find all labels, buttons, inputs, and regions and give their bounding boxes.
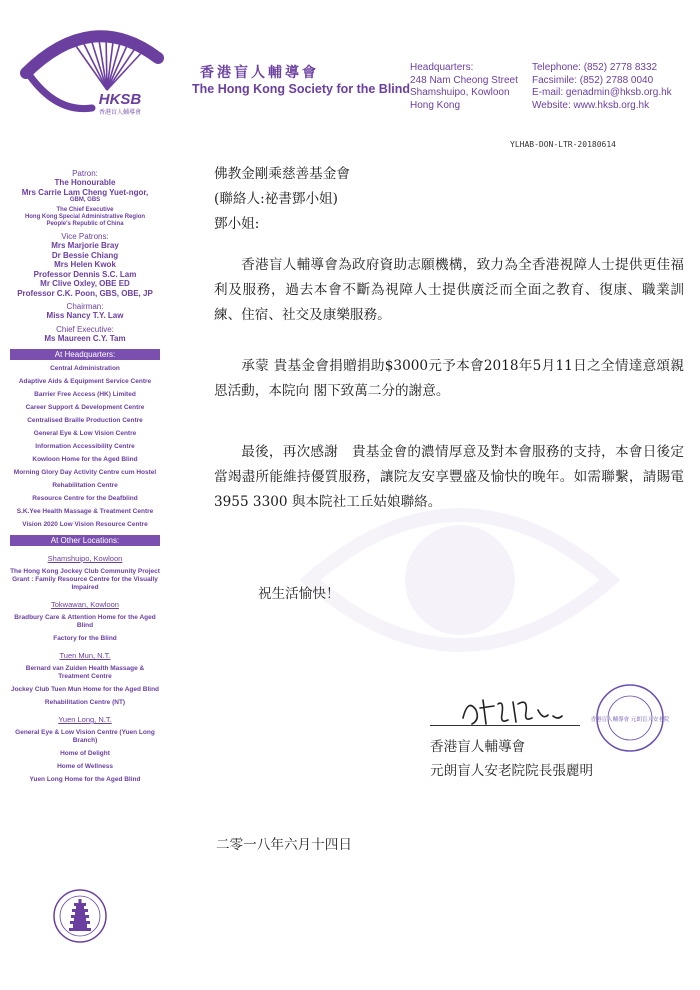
patron-title: People's Republic of China bbox=[46, 221, 124, 227]
pagoda-emblem-icon bbox=[52, 888, 108, 944]
location-heading: Yuen Long, N.T. bbox=[58, 715, 112, 724]
letter-date: 二零一八年六月十四日 bbox=[216, 837, 352, 853]
vice-patron: Dr Bessie Chiang bbox=[51, 250, 119, 260]
vice-patron: Mrs Marjorie Bray bbox=[51, 241, 119, 250]
location-service: General Eye & Low Vision Centre (Yuen Long Branch) bbox=[15, 729, 155, 744]
recipient-contact: (聯絡人:祕書鄧小姐) bbox=[214, 191, 338, 207]
patron-honours: GBM, GBS bbox=[69, 197, 101, 203]
vice-patrons-label: Vice Patrons: bbox=[61, 232, 109, 241]
location-heading: Shamshuipo, Kowloon bbox=[47, 554, 123, 563]
hq-service: S.K.Yee Health Massage & Treatment Centre bbox=[16, 508, 154, 515]
hq-line: Shamshuipo, Kowloon bbox=[410, 87, 510, 98]
reference-number: YLHAB-DON-LTR-20180614 bbox=[510, 140, 616, 149]
vice-patron: Professor Dennis S.C. Lam bbox=[33, 269, 137, 279]
vice-patron: Professor C.K. Poon, GBS, OBE, JP bbox=[17, 288, 153, 298]
patron-name-line: The Honourable bbox=[54, 178, 116, 187]
signatory-title: 元朗盲人安老院院長張麗明 bbox=[430, 763, 594, 779]
hq-service: Adaptive Aids & Equipment Service Centre bbox=[18, 378, 152, 385]
hq-service: Information Accessibility Centre bbox=[35, 443, 135, 450]
location-heading: Tokwawan, Kowloon bbox=[51, 600, 119, 609]
location-service: Bradbury Care & Attention Home for the Aged Blind bbox=[14, 614, 156, 629]
handwritten-signature bbox=[458, 690, 578, 730]
patron-name-line: Mrs Carrie Lam Cheng Yuet-ngor, bbox=[21, 187, 149, 197]
hq-service: Central Administration bbox=[50, 365, 120, 372]
logo-subtext: 香港盲人輔導會 bbox=[98, 109, 142, 116]
signatory-block bbox=[430, 735, 593, 783]
chairman-label: Chairman: bbox=[66, 302, 104, 311]
location-service: Rehabilitation Centre (NT) bbox=[44, 699, 126, 706]
vice-patron: Mr Clive Oxley, OBE ED bbox=[40, 279, 130, 288]
contact-email: E-mail: genadmin@hksb.org.hk bbox=[532, 87, 672, 98]
org-name-chinese: 香港盲人輔導會 bbox=[200, 65, 319, 81]
location-service: The Hong Kong Jockey Club Community Project Grant : Family Resource Centre for the Visually Impaired bbox=[10, 568, 160, 591]
stamp-text: 香港盲人輔導會 元朗盲人安老院 bbox=[590, 717, 670, 723]
location-service: Bernard van Zuiden Health Massage & Treatment Centre bbox=[25, 665, 145, 680]
patron-label: Patron: bbox=[72, 169, 98, 178]
contact-telephone: Telephone: (852) 2778 8332 bbox=[532, 62, 658, 73]
hq-line: Headquarters: bbox=[410, 62, 474, 73]
patron-title: Hong Kong Special Administrative Region bbox=[24, 214, 146, 220]
hq-service: Centralised Braille Production Centre bbox=[27, 417, 143, 424]
other-locations-bar: At Other Locations: bbox=[10, 535, 160, 546]
contact-website: Website: www.hksb.org.hk bbox=[532, 99, 650, 111]
signature-line bbox=[430, 725, 580, 726]
hq-line: Hong Kong bbox=[410, 99, 461, 111]
sidebar bbox=[10, 165, 160, 789]
contact-info bbox=[532, 62, 672, 112]
hq-service: Resource Centre for the Deafblind bbox=[32, 495, 138, 502]
letter-body bbox=[214, 162, 684, 515]
location-service: Yuen Long Home for the Aged Blind bbox=[29, 776, 141, 783]
org-name-english: The Hong Kong Society for the Blind bbox=[192, 82, 411, 96]
chief-executive-label: Chief Executive: bbox=[56, 324, 114, 334]
patron-title: The Chief Executive bbox=[56, 207, 114, 213]
headquarters-bar: At Headquarters: bbox=[10, 349, 160, 360]
contact-fax: Facsimile: (852) 2788 0040 bbox=[532, 74, 654, 86]
organization-stamp bbox=[590, 683, 670, 753]
hq-service: Barrier Free Access (HK) Limited bbox=[34, 391, 136, 398]
hq-service: Rehabilitation Centre bbox=[52, 482, 118, 489]
hq-line: 248 Nam Cheong Street bbox=[410, 74, 518, 86]
recipient-organization: 佛教金剛乘慈善基金會 bbox=[214, 166, 350, 182]
location-service: Factory for the Blind bbox=[53, 635, 117, 642]
paragraph-intro: 香港盲人輔導會為政府資助志願機構，致力為全香港視障人士提供更佳福利及服務，過去本會不斷為視障人士提供廣泛而全面之教育、復康、職業訓練、住宿、社交及康樂服務。 bbox=[214, 257, 684, 323]
hq-service: Career Support & Development Centre bbox=[25, 404, 145, 411]
closing-wish: 祝生活愉快！ bbox=[258, 586, 340, 602]
location-service: Jockey Club Tuen Mun Home for the Aged Blind bbox=[10, 686, 160, 693]
signatory-organization: 香港盲人輔導會 bbox=[430, 739, 526, 755]
hq-service: Vision 2020 Low Vision Resource Centre bbox=[22, 521, 148, 528]
location-service: Home of Delight bbox=[60, 750, 110, 757]
salutation: 鄧小姐: bbox=[214, 216, 260, 232]
hq-service: Kowloon Home for the Aged Blind bbox=[32, 456, 138, 463]
hksb-logo bbox=[22, 18, 162, 118]
logo-text: HKSB bbox=[98, 91, 142, 108]
chief-executive-name: Ms Maureen C.Y. Tam bbox=[44, 333, 126, 343]
chairman-name: Miss Nancy T.Y. Law bbox=[46, 311, 124, 320]
location-heading: Tuen Mun, N.T. bbox=[59, 651, 111, 660]
hq-service: Morning Glory Day Activity Centre cum Hostel bbox=[13, 469, 157, 476]
hq-service: General Eye & Low Vision Centre bbox=[33, 430, 137, 437]
location-service: Home of Wellness bbox=[57, 763, 113, 770]
headquarters-address bbox=[410, 62, 518, 112]
vice-patron: Mrs Helen Kwok bbox=[54, 260, 116, 269]
paragraph-thanks: 承蒙 貴基金會捐贈捐助$3000元予本會2018年5月11日之全情達意頌親恩活動，本院向 閣下致萬二分的謝意。 bbox=[214, 358, 684, 399]
paragraph-closing: 最後，再次感謝 貴基金會的濃情厚意及對本會服務的支持，本會日後定當竭盡所能維持優質服務，讓院友安享豐盛及愉快的晚年。如需聯繫，請賜電 3955 3300 與本院社工丘姑娘聯絡。 bbox=[214, 444, 684, 510]
